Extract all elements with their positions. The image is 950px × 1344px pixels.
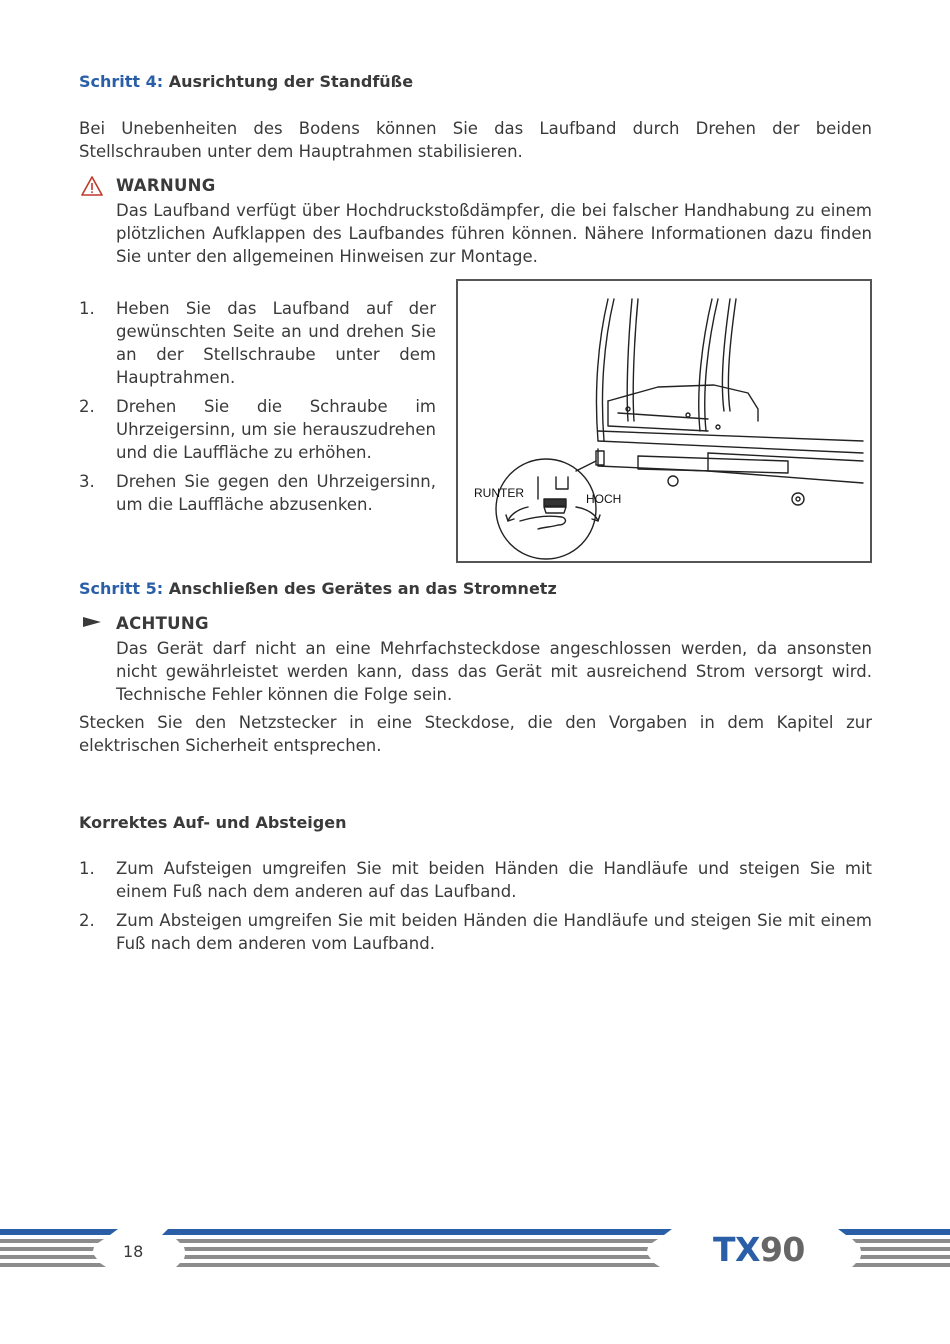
treadmill-illustration xyxy=(458,281,870,561)
step5-text-body: Stecken Sie den Netzstecker in eine Steckdose, die den Vorgaben in dem Kapitel zur elektrischen Sicherheit entsprechen. xyxy=(79,713,872,755)
list-item-number: 2. xyxy=(79,911,95,930)
step5-text xyxy=(79,711,872,757)
list-item-number: 1. xyxy=(79,299,95,318)
brand-logo xyxy=(713,1230,805,1269)
list-item xyxy=(79,909,872,955)
list-item-text: Heben Sie das Laufband auf der gewünschten Seite an und drehen Sie an der Stellschraube unter dem Hauptrahmen. xyxy=(116,299,436,387)
list-item-text: Zum Aufsteigen umgreifen Sie mit beiden Händen die Handläufe und steigen Sie mit einem Fuß nach dem anderen auf das Laufband. xyxy=(116,859,872,901)
step4-number: Schritt 4: xyxy=(79,72,164,91)
list-item xyxy=(79,297,436,389)
step4-list xyxy=(79,297,436,516)
warning-triangle-icon xyxy=(81,176,103,196)
step5-heading xyxy=(79,579,557,598)
list-item xyxy=(79,857,872,903)
brand-logo-part2: 90 xyxy=(759,1230,805,1269)
list-item-number: 3. xyxy=(79,472,95,491)
list-item xyxy=(79,395,436,464)
step5-title: Anschließen des Gerätes an das Stromnetz xyxy=(168,579,557,598)
figure-label-runter: RUNTER xyxy=(474,486,524,500)
warning-text-body: Das Laufband verfügt über Hochdruckstoßdämpfer, die bei falscher Handhabung zu einem plötzlichen Aufklappen des Laufbandes führen können. Nähere Informationen dazu finden Sie unter den allgemeinen Hinweisen zur Montage. xyxy=(116,201,872,266)
mount-list xyxy=(79,857,872,955)
warning-text xyxy=(116,199,872,268)
step5-number: Schritt 5: xyxy=(79,579,164,598)
brand-logo-part1: TX xyxy=(713,1230,760,1269)
list-item xyxy=(79,470,436,516)
caution-text xyxy=(116,637,872,706)
warning-label: WARNUNG xyxy=(116,176,216,195)
list-item-number: 1. xyxy=(79,859,95,878)
step4-heading xyxy=(79,72,413,91)
caution-text-body: Das Gerät darf nicht an eine Mehrfachsteckdose angeschlossen werden, da ansonsten nicht gewährleistet werden kann, dass das Gerät mit ausreichend Strom versorgt wird. Technische Fehler können die Folge sein. xyxy=(116,639,872,704)
list-item-text: Drehen Sie gegen den Uhrzeigersinn, um die Lauffläche abzusenken. xyxy=(116,472,436,514)
step4-title: Ausrichtung der Standfüße xyxy=(168,72,414,91)
step4-intro-text: Bei Unebenheiten des Bodens können Sie das Laufband durch Drehen der beiden Stellschrauben unter dem Hauptrahmen stabilisieren. xyxy=(79,119,872,161)
caution-arrow-icon xyxy=(82,616,102,628)
list-item-text: Drehen Sie die Schraube im Uhrzeigersinn, um sie herauszudrehen und die Lauffläche zu erhöhen. xyxy=(116,397,436,462)
page-number: 18 xyxy=(123,1242,144,1261)
mount-heading: Korrektes Auf- und Absteigen xyxy=(79,813,347,832)
step4-intro xyxy=(79,117,872,163)
list-item-number: 2. xyxy=(79,397,95,416)
list-item-text: Zum Absteigen umgreifen Sie mit beiden Händen die Handläufe und steigen Sie mit einem Fuß nach dem anderen vom Laufband. xyxy=(116,911,872,953)
leveling-foot-figure xyxy=(456,279,872,563)
figure-label-hoch: HOCH xyxy=(586,492,622,506)
caution-label: ACHTUNG xyxy=(116,614,209,633)
